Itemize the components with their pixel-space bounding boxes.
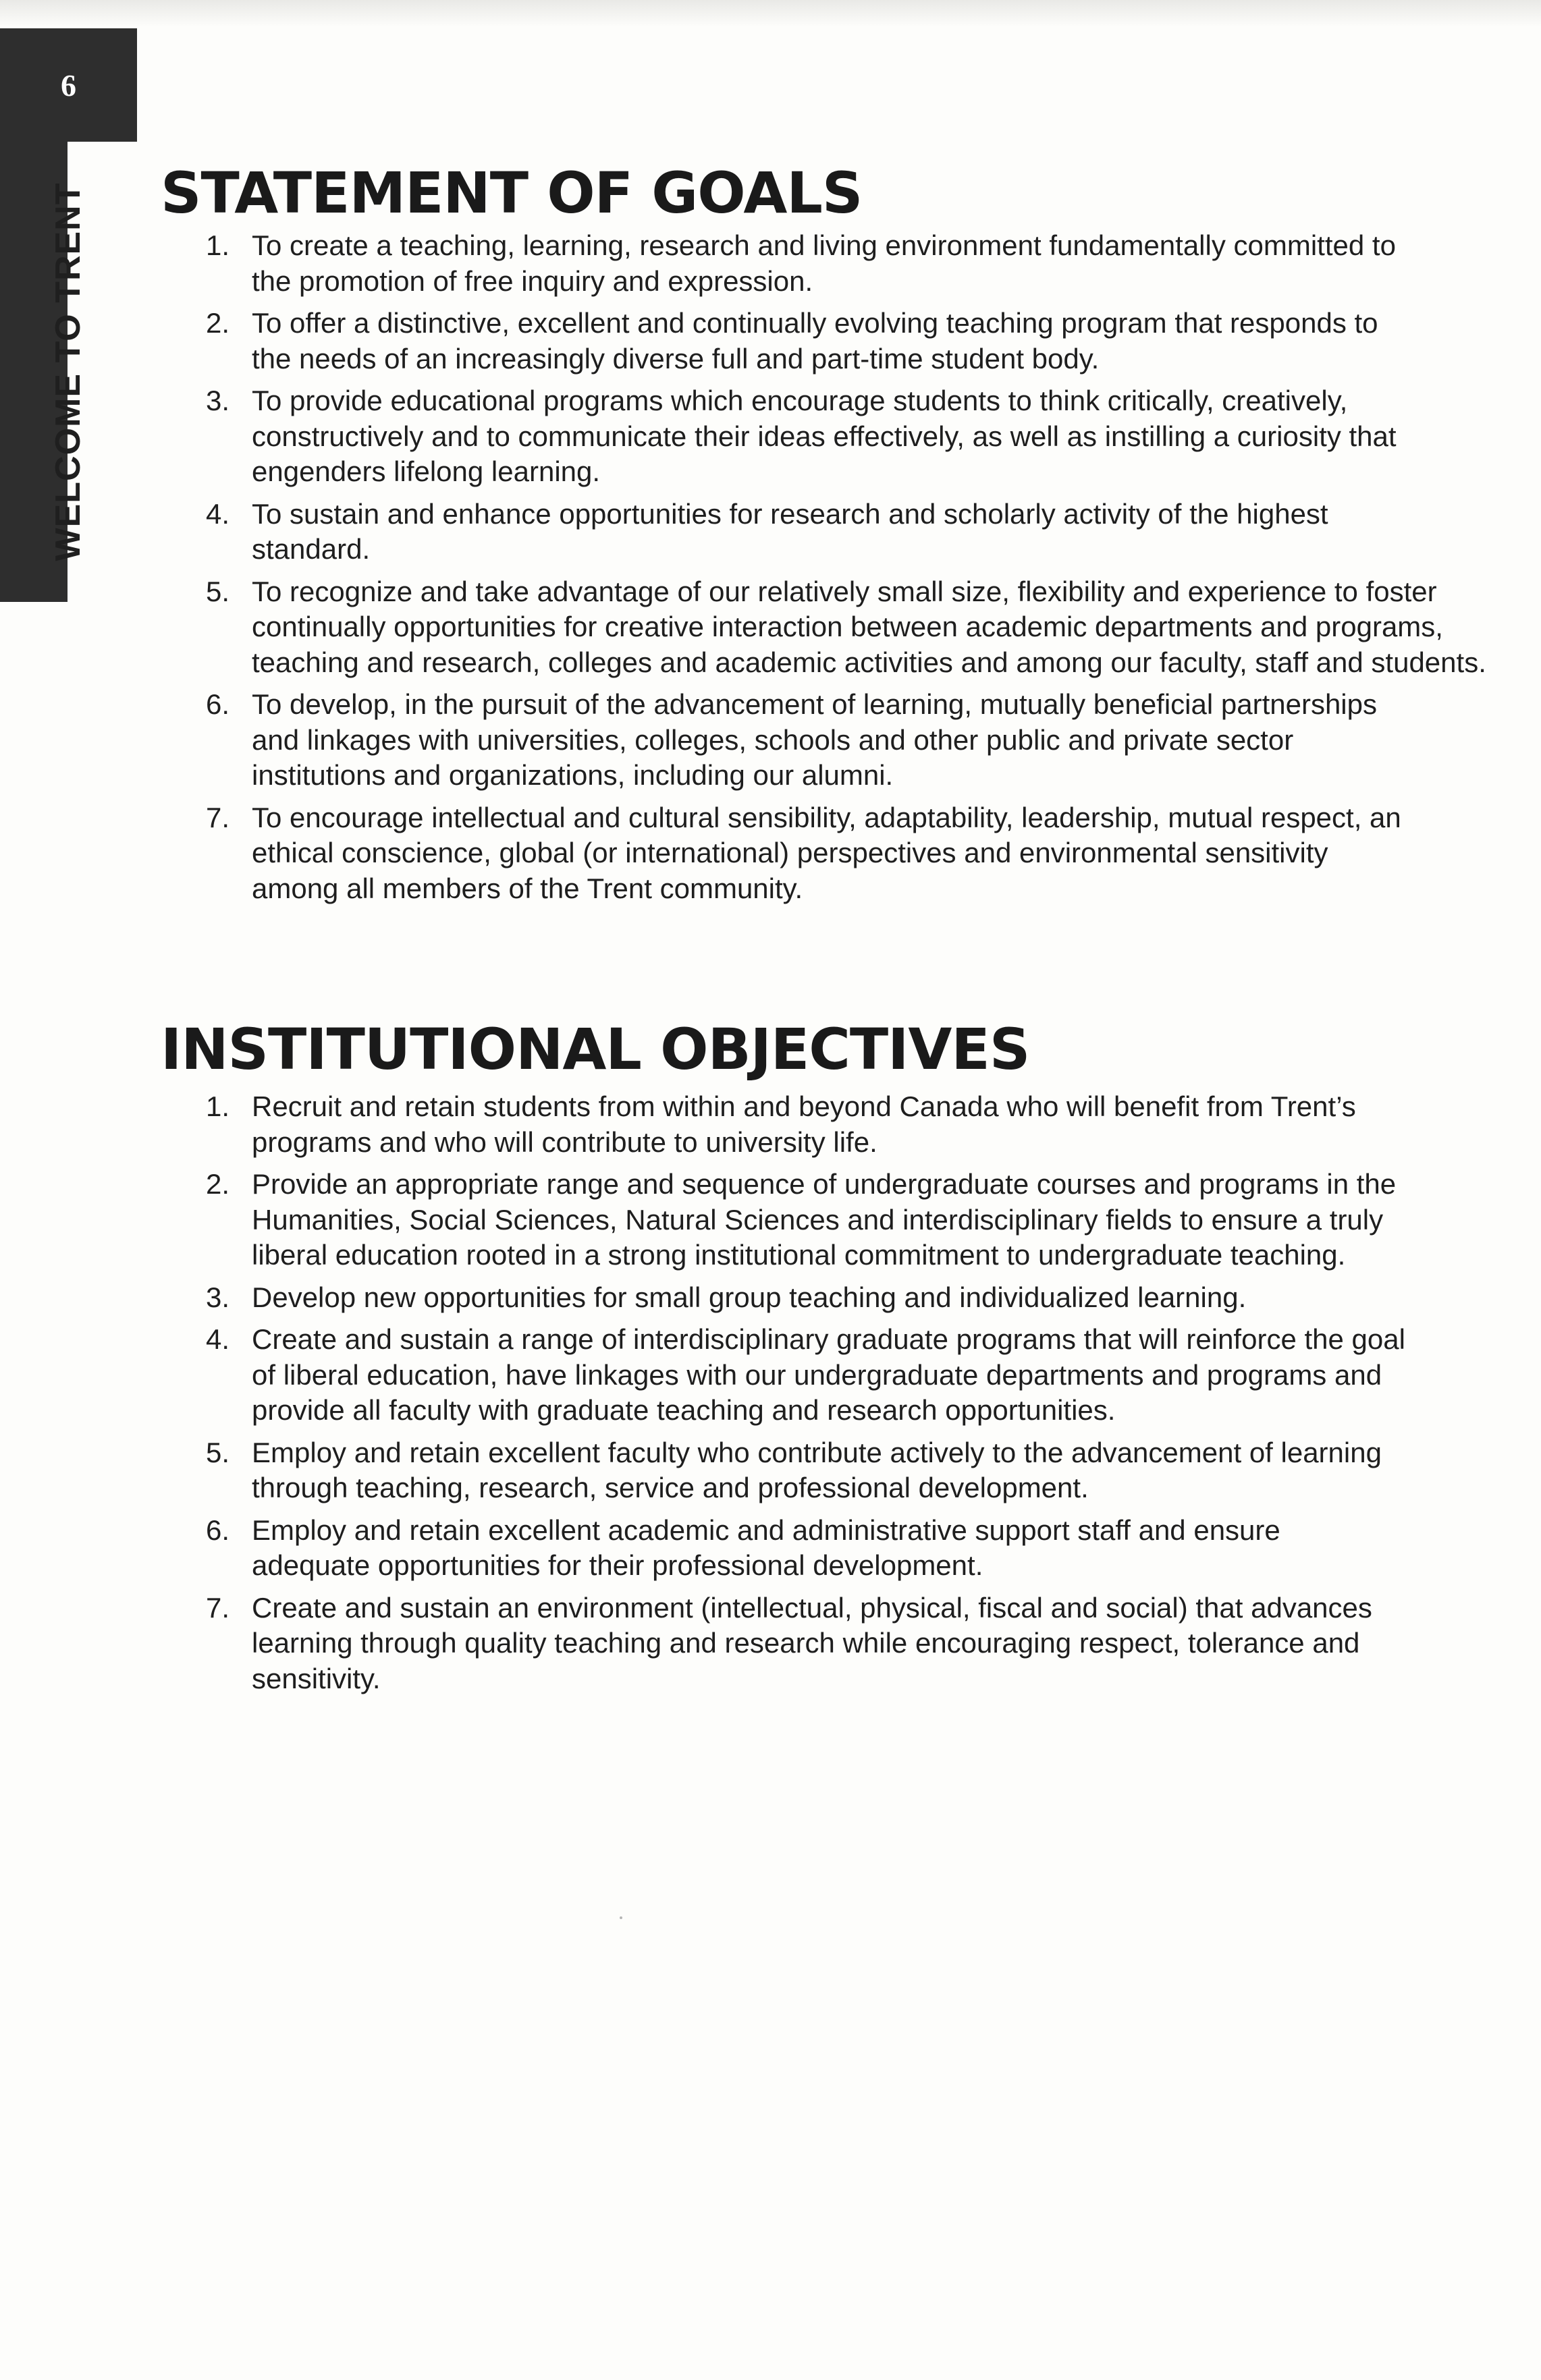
goal-text: To develop, in the pursuit of the advancement of learning, mutually beneficial partnerships and linkages with universities, colleges, schools and other public and private sector institutions and organizations, including our alumni. [252, 688, 1377, 791]
objective-text: Employ and retain excellent academic and administrative support staff and ensure adequate opportunities for their professional development. [252, 1514, 1280, 1581]
goal-text: To offer a distinctive, excellent and continually evolving teaching program that responds to the needs of an increasingly diverse full and part-time student body. [252, 307, 1378, 375]
goal-number: 5. [206, 575, 230, 607]
objective-number: 4. [206, 1323, 230, 1355]
goal-item [0, 228, 1541, 299]
goal-item [0, 306, 1541, 377]
objective-item [0, 1089, 1541, 1160]
objective-text: Provide an appropriate range and sequence of undergraduate courses and programs in the Humanities, Social Sciences, Natural Sciences and interdisciplinary fields to ensure a truly liberal education rooted in a strong institutional commitment to undergraduate teaching. [252, 1168, 1397, 1271]
objective-text: Create and sustain an environment (intellectual, physical, fiscal and social) that advances learning through quality teaching and research while encouraging respect, tolerance and sensitivity. [252, 1591, 1372, 1694]
goal-number: 1. [206, 229, 230, 261]
goal-number: 2. [206, 307, 230, 339]
goal-text: To sustain and enhance opportunities for research and scholarly activity of the highest standard. [252, 497, 1328, 565]
goal-text: To encourage intellectual and cultural sensibility, adaptability, leadership, mutual respect, an ethical conscience, global (or international) perspectives and environmental sensitivity among all members of the Trent community. [252, 801, 1401, 904]
goal-item [0, 687, 1541, 794]
scan-speck [620, 1916, 622, 1919]
goal-number: 3. [206, 385, 230, 416]
objective-number: 6. [206, 1514, 230, 1546]
goal-item [0, 497, 1541, 568]
objective-number: 2. [206, 1168, 230, 1200]
section-side-label-text: WELCOME TO TRENT [49, 182, 88, 561]
goal-number: 7. [206, 801, 230, 833]
objective-text: Employ and retain excellent faculty who contribute actively to the advancement of learning through teaching, research, service and professional development. [252, 1436, 1382, 1503]
goal-item [0, 574, 1541, 681]
objective-number: 1. [206, 1090, 230, 1122]
goal-text: To provide educational programs which encourage students to think critically, creatively, constructively and to communicate their ideas effectively, as well as instilling a curiosity that engenders lifelong learning. [252, 385, 1397, 487]
objective-text: Recruit and retain students from within and beyond Canada who will benefit from Trent’s programs and who will contribute to university life. [252, 1090, 1356, 1158]
goal-text: To recognize and take advantage of our relatively small size, flexibility and experience to foster continually opportunities for creative interaction between academic departments and programs, teaching and research, colleges and academic activities and among our faculty, staff and students. [252, 575, 1486, 678]
objective-item [0, 1435, 1541, 1506]
goal-text: To create a teaching, learning, research and living environment fundamentally committed to the promotion of free inquiry and expression. [252, 229, 1396, 297]
goals-list [0, 228, 1541, 906]
goal-number: 4. [206, 497, 230, 530]
page-number: 6 [61, 67, 76, 103]
objective-number: 3. [206, 1281, 230, 1313]
objective-item [0, 1167, 1541, 1273]
goal-item [0, 800, 1541, 907]
goals-heading: STATEMENT OF GOALS [161, 160, 863, 226]
objective-item [0, 1513, 1541, 1584]
objective-number: 7. [206, 1591, 230, 1624]
goal-item [0, 383, 1541, 490]
objectives-heading: INSTITUTIONAL OBJECTIVES [161, 1016, 1030, 1082]
objective-number: 5. [206, 1436, 230, 1468]
objectives-list [0, 1089, 1541, 1696]
objective-item [0, 1590, 1541, 1697]
goal-number: 6. [206, 688, 230, 720]
objective-item [0, 1322, 1541, 1429]
objective-text: Develop new opportunities for small group teaching and individualized learning. [252, 1281, 1247, 1313]
objective-text: Create and sustain a range of interdisciplinary graduate programs that will reinforce the goal of liberal education, have linkages with our undergraduate departments and programs and provide all faculty with graduate teaching and research opportunities. [252, 1323, 1405, 1426]
objective-item [0, 1280, 1541, 1316]
